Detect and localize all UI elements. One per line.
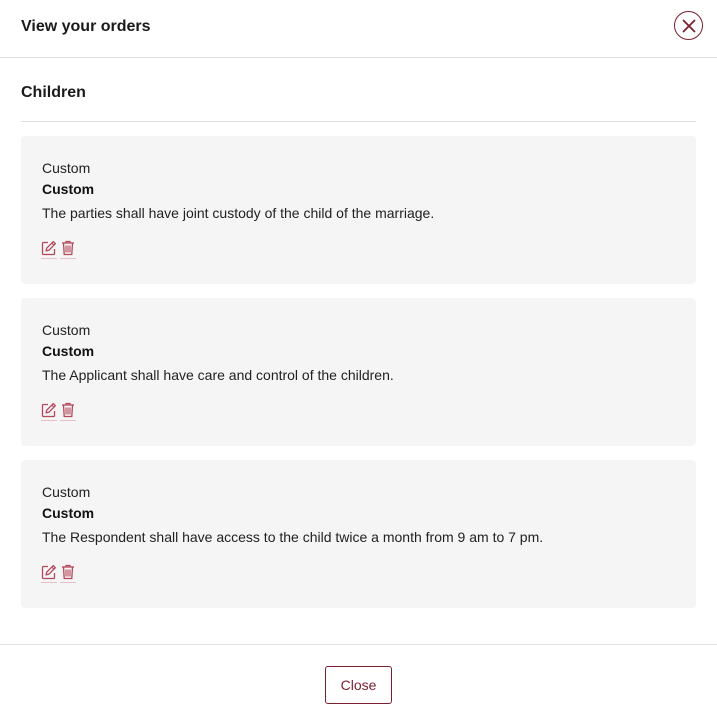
order-actions [41,240,76,259]
order-actions [41,402,76,421]
order-title: Custom [42,343,95,359]
order-type: Custom [42,160,91,176]
edit-icon [41,240,57,261]
section-divider [21,121,696,122]
order-card [21,298,696,446]
edit-order-button[interactable] [41,240,57,259]
order-title: Custom [42,181,95,197]
close-dialog-button[interactable] [674,11,703,40]
dialog-header [0,0,717,58]
edit-icon [41,564,57,585]
order-text: The Applicant shall have care and control of the children. [42,367,394,383]
order-text: The parties shall have joint custody of the child of the marriage. [42,205,435,221]
close-button[interactable]: Close [325,666,392,704]
close-circle-icon [682,19,696,33]
order-card [21,136,696,284]
order-type: Custom [42,322,91,338]
delete-order-button[interactable] [60,402,76,421]
order-title: Custom [42,505,95,521]
order-actions [41,564,76,583]
dialog-title: View your orders [21,18,151,35]
trash-icon [61,240,75,261]
delete-order-button[interactable] [60,564,76,583]
delete-order-button[interactable] [60,240,76,259]
order-text: The Respondent shall have access to the child twice a month from 9 am to 7 pm. [42,529,544,545]
order-type: Custom [42,484,91,500]
edit-order-button[interactable] [41,564,57,583]
edit-order-button[interactable] [41,402,57,421]
trash-icon [61,564,75,585]
trash-icon [61,402,75,423]
dialog-footer [0,644,717,720]
order-card [21,460,696,608]
section-title: Children [21,84,86,101]
edit-icon [41,402,57,423]
